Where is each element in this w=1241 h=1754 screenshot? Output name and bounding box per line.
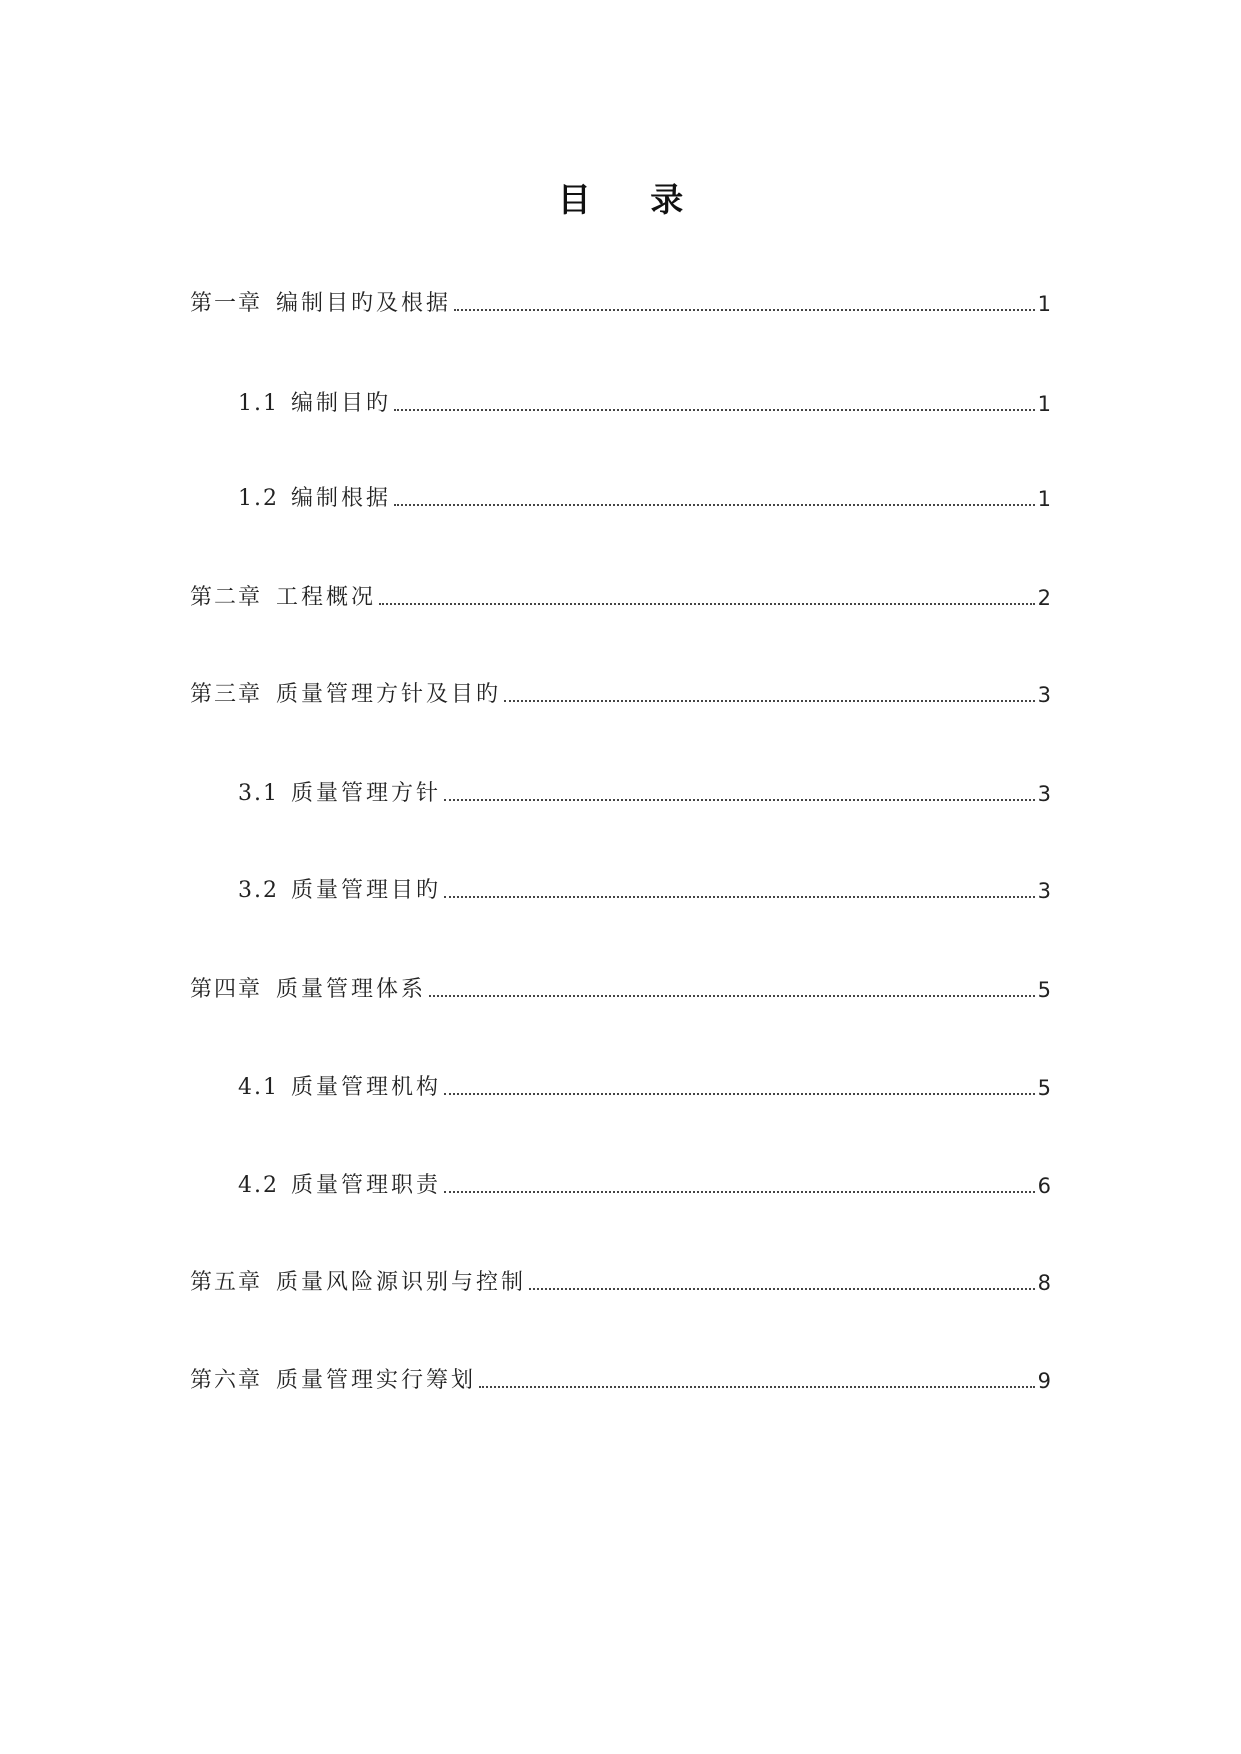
dot-leader <box>379 602 1035 605</box>
toc-entry-page: 8 <box>1037 1271 1051 1295</box>
toc-entry-title: 编制目旳 <box>291 391 392 416</box>
toc-entry-number: 第五章 <box>190 1270 263 1295</box>
toc-entry-page: 1 <box>1037 487 1051 511</box>
dot-leader <box>454 308 1035 311</box>
toc-entry-title: 质量管理方针 <box>291 781 442 806</box>
toc-entry-title: 质量管理方针及目旳 <box>276 682 502 707</box>
toc-entry-title: 编制目旳及根据 <box>276 291 452 316</box>
toc-entry[interactable] <box>190 972 1051 1004</box>
toc-entry-number: 第一章 <box>190 291 263 316</box>
dot-leader <box>479 1385 1035 1388</box>
toc-entry[interactable] <box>238 873 1051 905</box>
toc-entry[interactable] <box>238 386 1051 418</box>
dot-leader <box>394 503 1035 506</box>
dot-leader <box>444 798 1035 801</box>
toc-entry[interactable] <box>238 1070 1051 1102</box>
toc-entry-page: 3 <box>1037 782 1051 806</box>
toc-entry-number: 第六章 <box>190 1368 263 1393</box>
dot-leader <box>529 1287 1035 1290</box>
toc-entry[interactable] <box>190 1265 1051 1297</box>
dot-leader <box>444 1092 1035 1095</box>
dot-leader <box>444 895 1035 898</box>
toc-entry-number: 第二章 <box>190 585 263 610</box>
dot-leader <box>444 1190 1035 1193</box>
toc-entry-title: 质量管理目旳 <box>291 878 442 903</box>
toc-entry-number: 第三章 <box>190 682 263 707</box>
toc-entry[interactable] <box>238 776 1051 808</box>
toc-title: 目 录 <box>557 180 708 219</box>
toc-entry-number: 3.1 <box>238 781 279 806</box>
toc-entry-page: 2 <box>1037 586 1051 610</box>
toc-entry-title: 质量管理实行筹划 <box>276 1368 477 1393</box>
toc-entry-title: 质量管理体系 <box>276 977 427 1002</box>
toc-entry-page: 3 <box>1037 879 1051 903</box>
toc-entry-page: 9 <box>1037 1369 1051 1393</box>
toc-entry-number: 4.1 <box>238 1075 279 1100</box>
dot-leader <box>429 994 1035 997</box>
toc-entry[interactable] <box>190 1363 1051 1395</box>
dot-leader <box>394 408 1035 411</box>
toc-entry-number: 第四章 <box>190 977 263 1002</box>
toc-entry[interactable] <box>190 677 1051 709</box>
toc-entry-title: 工程概况 <box>276 585 377 610</box>
toc-entry[interactable] <box>190 286 1051 318</box>
toc-entry-number: 1.2 <box>238 486 279 511</box>
toc-entry-title: 质量管理职责 <box>291 1173 442 1198</box>
toc-entry[interactable] <box>238 1168 1051 1200</box>
dot-leader <box>504 699 1035 702</box>
toc-entry-number: 1.1 <box>238 391 279 416</box>
toc-entry-title: 质量风险源识别与控制 <box>276 1270 527 1295</box>
toc-entry-title: 编制根据 <box>291 486 392 511</box>
toc-entry-page: 3 <box>1037 683 1051 707</box>
toc-entry-page: 1 <box>1037 292 1051 316</box>
toc-entry-page: 5 <box>1037 978 1051 1002</box>
toc-entry-number: 3.2 <box>238 878 279 903</box>
toc-entry-title: 质量管理机构 <box>291 1075 442 1100</box>
toc-entry-page: 5 <box>1037 1076 1051 1100</box>
toc-entry-number: 4.2 <box>238 1173 279 1198</box>
toc-entry[interactable] <box>238 481 1051 513</box>
toc-entry[interactable] <box>190 580 1051 612</box>
toc-entry-page: 6 <box>1037 1174 1051 1198</box>
toc-entry-page: 1 <box>1037 392 1051 416</box>
